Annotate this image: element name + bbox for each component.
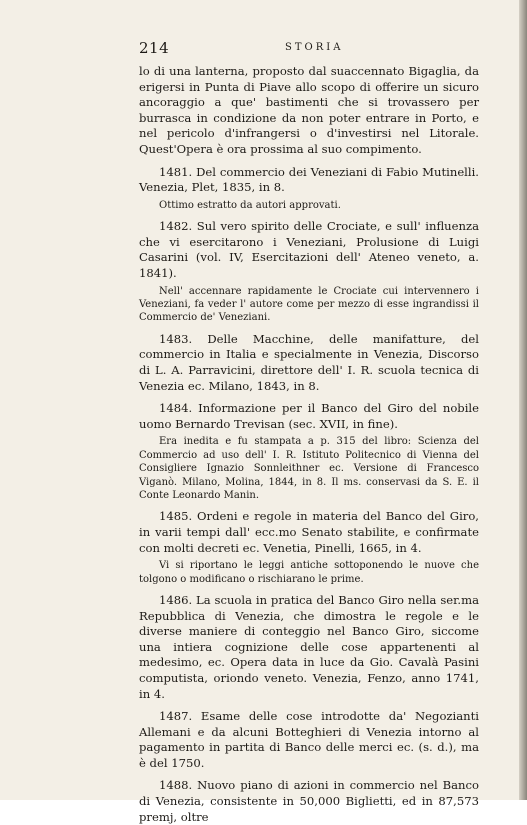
entry-text: 1487. Esame delle cose introdotte da' Negozianti Allemani e da alcuni Botteghieri di Venezia intorno al pagamento in partita di Banco delle merci ec. (s. d.), ma è del 1750. [139,709,479,770]
running-title: STORIA [285,42,344,53]
entry-note: Vi si riportano le leggi antiche sottoponendo le nuove che tolgono o modificano o rischiarano le prime. [139,560,479,585]
entry-text: 1484. Informazione per il Banco del Giro del nobile uomo Bernardo Trevisan (sec. XVII, in fine). [139,401,479,431]
entry-note: Era inedita e fu stampata a p. 315 del libro: Scienza del Commercio ad uso dell' I. R. Istituto Politecnico di Vienna del Consigliere Ignazio Sonnleithner ec. Versione di Francesco Viganò. Milano, Molina, 1844, in 8. Il ms. conservasi da S. E. il Conte Leonardo Manin. [139,436,479,501]
page-body [139,64,479,825]
page-edge-shadow [519,0,527,800]
entry-note: Nell' accennare rapidamente le Crociate cui intervennero i Veneziani, fa veder l' autore come per mezzo di esse ingrandissi il Commercio de' Veneziani. [139,285,479,324]
bibliography-entry-1481 [139,165,479,213]
page-header [139,39,477,57]
bibliography-entry-1483 [139,332,479,394]
entry-text: 1486. La scuola in pratica del Banco Giro nella ser.ma Repubblica di Venezia, che dimostra le regole e le diverse maniere di conteggio nel Banco Giro, siccome una intiera cognizione delle cose appartenenti al medesimo, ec. Opera data in luce da Gio. Cavalà Pasini computista, oriondo veneto. Venezia, Fenzo, anno 1741, in 4. [139,592,479,701]
entry-text: 1485. Ordeni e regole in materia del Banco del Giro, in varii tempi dall' ecc.mo Senato stabilite, e confirmate con molti decreti ec. Venetia, Pinelli, 1665, in 4. [139,509,479,555]
entry-text: 1488. Nuovo piano di azioni in commercio nel Banco di Venezia, consistente in 50,000 Biglietti, ed in 87,573 premj, oltre [139,778,479,824]
entry-text: 1482. Sul vero spirito delle Crociate, e sull' influenza che vi esercitarono i Veneziani, Prolusione di Luigi Casarini (vol. IV, Esercitazioni dell' Ateneo veneto, a. 1841). [139,219,479,280]
page-number: 214 [139,39,170,57]
bibliography-entry-1485 [139,509,479,586]
bibliography-entry-1487 [139,709,479,771]
bibliography-entry-1484 [139,401,479,502]
continued-paragraph: lo di una lanterna, proposto dal suaccennato Bigaglia, da erigersi in Punta di Piave allo scopo di offerire un sicuro ancoraggio a que' bastimenti che si trovassero per burrasca in condizione da non poter entrare in Porto, e nel pericolo d'infrangersi o d'investirsi nel Litorale. Quest'Opera è ora prossima al suo compimento. [139,64,479,156]
bibliography-entry-1488 [139,778,479,825]
bibliography-entry-1486 [139,593,479,702]
bibliography-entry-1482 [139,219,479,325]
entry-note: Ottimo estratto da autori approvati. [159,199,341,211]
entry-text: 1481. Del commercio dei Veneziani di Fabio Mutinelli. Venezia, Plet, 1835, in 8. [139,164,479,195]
entry-text: 1483. Delle Macchine, delle manifatture, del commercio in Italia e specialmente in Venezia, Discorso di L. A. Parravicini, direttore dell' I. R. scuola tecnica di Venezia ec. Milano, 1843, in 8. [139,331,479,393]
